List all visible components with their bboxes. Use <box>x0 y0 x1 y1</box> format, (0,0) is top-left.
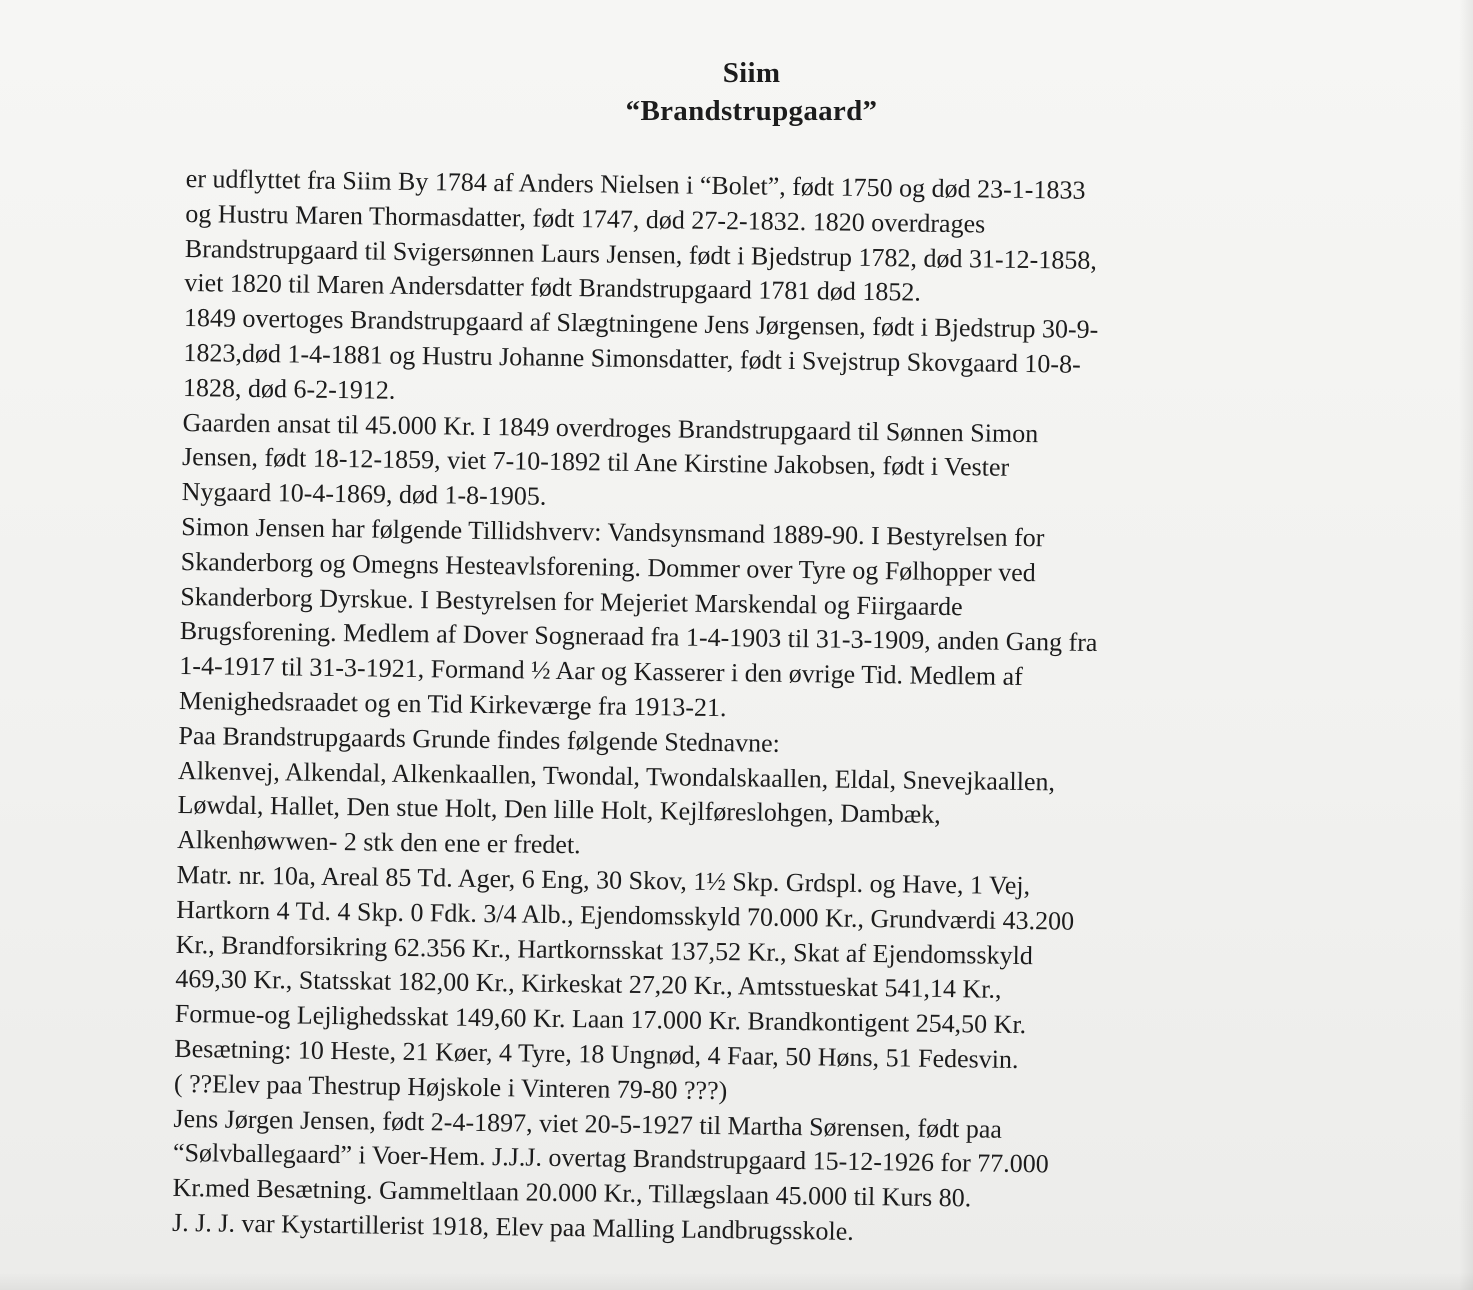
text-line: Formue-og Lejlighedsskat 149,60 Kr. Laan 17.000 Kr. Brandkontigent 254,50 Kr. <box>174 999 1027 1040</box>
text-line: Brandstrupgaard til Svigersønnen Laurs Jensen, født i Bjedstrup 1782, død 31-12-1858, <box>184 233 1098 275</box>
text-line: Simon Jensen har følgende Tillidshverv: Vandsynsmand 1889-90. I Bestyrelsen for <box>181 511 1045 553</box>
text-line: Nygaard 10-4-1869, død 1-8-1905. <box>181 477 547 511</box>
page-bottom-shadow <box>0 1272 1473 1290</box>
page-edge-shadow <box>1459 0 1473 1290</box>
text-line: Skanderborg Dyrskue. I Bestyrelsen for Mejeriet Marskendal og Fiirgaarde <box>180 581 963 621</box>
text-line: Hartkorn 4 Td. 4 Skp. 0 Fdk. 3/4 Alb., Ejendomsskyld 70.000 Kr., Grundværdi 43.200 <box>176 894 1075 936</box>
text-line: Matr. nr. 10a, Areal 85 Td. Ager, 6 Eng, 30 Skov, 1½ Skp. Grdspl. og Have, 1 Vej, <box>176 859 1031 901</box>
page-subtitle: “Brandstrupgaard” <box>625 95 878 127</box>
text-line: Alkenhøwwen- 2 stk den ene er fredet. <box>176 825 581 860</box>
text-line: Skanderborg og Omegns Hesteavlsforening. Dommer over Tyre og Følhopper ved <box>180 546 1036 587</box>
text-line: 1823,død 1-4-1881 og Hustru Johanne Simonsdatter, født i Svejstrup Skovgaard 10-8- <box>183 337 1081 379</box>
text-line: 1849 overtoges Brandstrupgaard af Slægtningene Jens Jørgensen, født i Bjedstrup 30-9- <box>183 303 1099 345</box>
text-line: Alkenvej, Alkendal, Alkenkaallen, Twondal, Twondalskaallen, Eldal, Snevejkaallen, <box>177 755 1056 796</box>
text-line: viet 1820 til Maren Andersdatter født Brandstrupgaard 1781 død 1852. <box>184 268 922 308</box>
text-line: Kr.med Besætning. Gammeltlaan 20.000 Kr., Tillægslaan 45.000 til Kurs 80. <box>172 1173 972 1213</box>
text-line: “Sølvballegaard” i Voer-Hem. J.J.J. overtag Brandstrupgaard 15-12-1926 for 77.000 <box>172 1138 1049 1179</box>
text-line: Jens Jørgen Jensen, født 2-4-1897, viet 20-5-1927 til Martha Sørensen, født paa <box>173 1103 1003 1144</box>
text-line: 469,30 Kr., Statsskat 182,00 Kr., Kirkeskat 27,20 Kr., Amtsstueskat 541,14 Kr., <box>175 964 1002 1005</box>
text-line: Brugsforening. Medlem af Dover Sogneraad fra 1-4-1903 til 31-3-1909, anden Gang fra <box>179 616 1098 658</box>
text-line: og Hustru Maren Thormasdatter, født 1747, død 27-2-1832. 1820 overdrages <box>185 198 986 239</box>
text-line: Paa Brandstrupgaards Grunde findes følgende Stednavne: <box>178 720 781 758</box>
text-line: Gaarden ansat til 45.000 Kr. I 1849 overdroges Brandstrupgaard til Sønnen Simon <box>182 407 1039 448</box>
text-line: 1-4-1917 til 31-3-1921, Formand ½ Aar og Kasserer i den øvrige Tid. Medlem af <box>179 651 1023 692</box>
text-line: 1828, død 6-2-1912. <box>182 372 396 405</box>
document-body <box>172 162 1266 1255</box>
text-line: Kr., Brandforsikring 62.356 Kr., Hartkornsskat 137,52 Kr., Skat af Ejendomsskyld <box>175 929 1034 970</box>
text-line: Menighedsraadet og en Tid Kirkeværge fra 1913-21. <box>178 685 727 723</box>
text-line: J. J. J. var Kystartillerist 1918, Elev paa Malling Landbrugsskole. <box>171 1207 854 1246</box>
text-line: ( ??Elev paa Thestrup Højskole i Vinteren 79-80 ???) <box>173 1068 728 1105</box>
text-line: Besætning: 10 Heste, 21 Køer, 4 Tyre, 18 Ungnød, 4 Faar, 50 Høns, 51 Fedesvin. <box>174 1033 1019 1074</box>
text-line: Jensen, født 18-12-1859, viet 7-10-1892 til Ane Kirstine Jakobsen, født i Vester <box>181 442 1010 483</box>
text-line: Løwdal, Hallet, Den stue Holt, Den lille Holt, Kejlføreslohgen, Dambæk, <box>177 790 941 830</box>
page-title: Siim <box>722 57 781 89</box>
text-line: er udflyttet fra Siim By 1784 af Anders Nielsen i “Bolet”, født 1750 og død 23-1-1833 <box>185 163 1086 205</box>
